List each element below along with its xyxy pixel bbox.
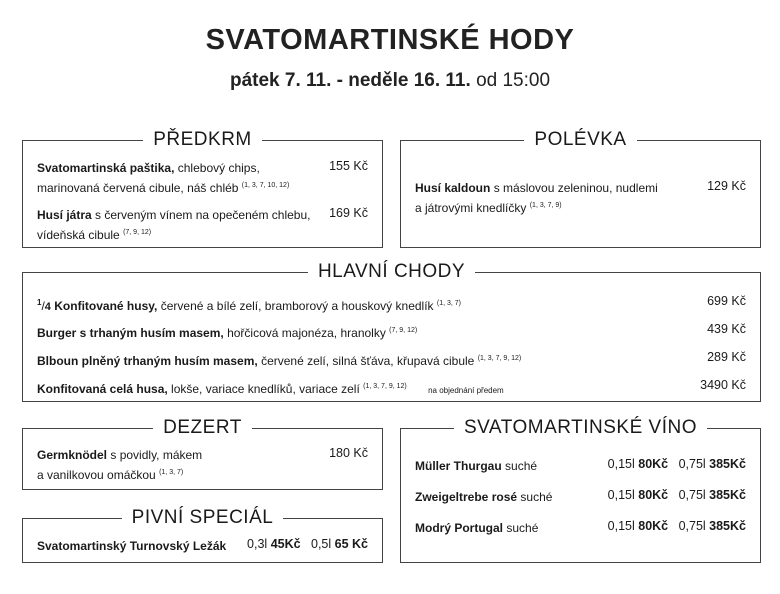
- menu-item: Svatomartinská paštika, chlebový chips, marinovaná červená cibule, náš chléb $^{(1, 3, 7, 10, 12)}$: [37, 161, 290, 195]
- menu-item: Müller Thurgau suché: [415, 459, 538, 473]
- menu-item: Husí kaldoun s máslovou zeleninou, nudlemi a játrovými knedlíčky $^{(1, 3, 7, 9)}$: [415, 181, 658, 215]
- menu-item: Husí játra s červeným vínem na opečeném chlebu, vídeňská cibule $^{(7, 9, 12)}$: [37, 208, 311, 242]
- allergens: (1, 3, 7, 9, 12): [477, 355, 522, 362]
- menu-item: Modrý Portugal suché: [415, 521, 539, 535]
- menu-item: Blboun plněný trhaným husím masem, červené zelí, silná šťáva, křupavá cibule $^{(1, 3, 7, 9, 12)}$: [37, 354, 522, 368]
- item-price: 169 Kč: [329, 206, 368, 220]
- pivni-title: PIVNÍ SPECIÁL: [122, 507, 284, 528]
- menu-item: Konfitovaná celá husa, lokše, variace knedlíků, variace zelí $^{(1, 3, 7, 9, 12)}$ na objednání předem: [37, 382, 504, 396]
- allergens: (7, 9, 12): [123, 229, 152, 236]
- allergens: (1, 3, 7, 9, 12): [363, 383, 407, 390]
- item-price: 180 Kč: [329, 446, 368, 460]
- menu-item: Germknödel s povidly, mákem a vanilkovou omáčkou $^{(1, 3, 7)}$: [37, 448, 203, 482]
- item-price: 129 Kč: [707, 179, 746, 193]
- item-price: 3490 Kč: [700, 378, 746, 392]
- event-dates: [0, 70, 780, 92]
- page-title: SVATOMARTINSKÉ HODY: [205, 24, 575, 56]
- item-price: 699 Kč: [707, 294, 746, 308]
- predkrm-title: PŘEDKRM: [143, 129, 262, 150]
- date-range: pátek 7. 11. - neděle 16. 11.: [229, 70, 471, 91]
- item-price: 155 Kč: [329, 159, 368, 173]
- event-time: od 15:00: [476, 70, 551, 91]
- pivni-section: [22, 507, 383, 563]
- menu-item: Svatomartinský Turnovský Ležák: [37, 539, 227, 553]
- item-price: 0,3l 45Kč 0,5l 65 Kč: [247, 537, 368, 551]
- predkrm-section: [22, 129, 383, 248]
- allergens: (1, 3, 7, 9): [529, 202, 562, 209]
- allergens: (1, 3, 7, 10, 12): [241, 182, 290, 189]
- order-note: na objednání předem: [428, 386, 504, 395]
- item-price: 0,15l 80Kč 0,75l 385Kč: [607, 519, 746, 533]
- hlavni-section: [22, 261, 761, 402]
- item-price: 439 Kč: [707, 322, 746, 336]
- menu-item: Burger s trhaným husím masem, hořčicová majonéza, hranolky $^{(7, 9, 12)}$: [37, 326, 418, 340]
- vino-title: SVATOMARTINSKÉ VÍNO: [454, 417, 707, 438]
- item-price: 289 Kč: [707, 350, 746, 364]
- item-price: 0,15l 80Kč 0,75l 385Kč: [607, 457, 746, 471]
- menu-item: Zweigeltrebe rosé suché: [415, 490, 553, 504]
- vino-section: [400, 417, 761, 563]
- menu-item: $^1$/4 Konfitované husy, červené a bílé zelí, bramborový a houskový knedlík $^{(1, 3, 7)}$: [37, 298, 462, 313]
- polevka-section: [400, 129, 761, 248]
- polevka-title: POLÉVKA: [524, 129, 636, 150]
- hlavni-title: HLAVNÍ CHODY: [308, 261, 475, 282]
- dezert-section: [22, 417, 383, 490]
- item-price: 0,15l 80Kč 0,75l 385Kč: [607, 488, 746, 502]
- allergens: (1, 3, 7): [159, 469, 184, 476]
- dezert-title: DEZERT: [153, 417, 252, 438]
- allergens: (1, 3, 7): [436, 300, 462, 307]
- allergens: (7, 9, 12): [389, 327, 418, 334]
